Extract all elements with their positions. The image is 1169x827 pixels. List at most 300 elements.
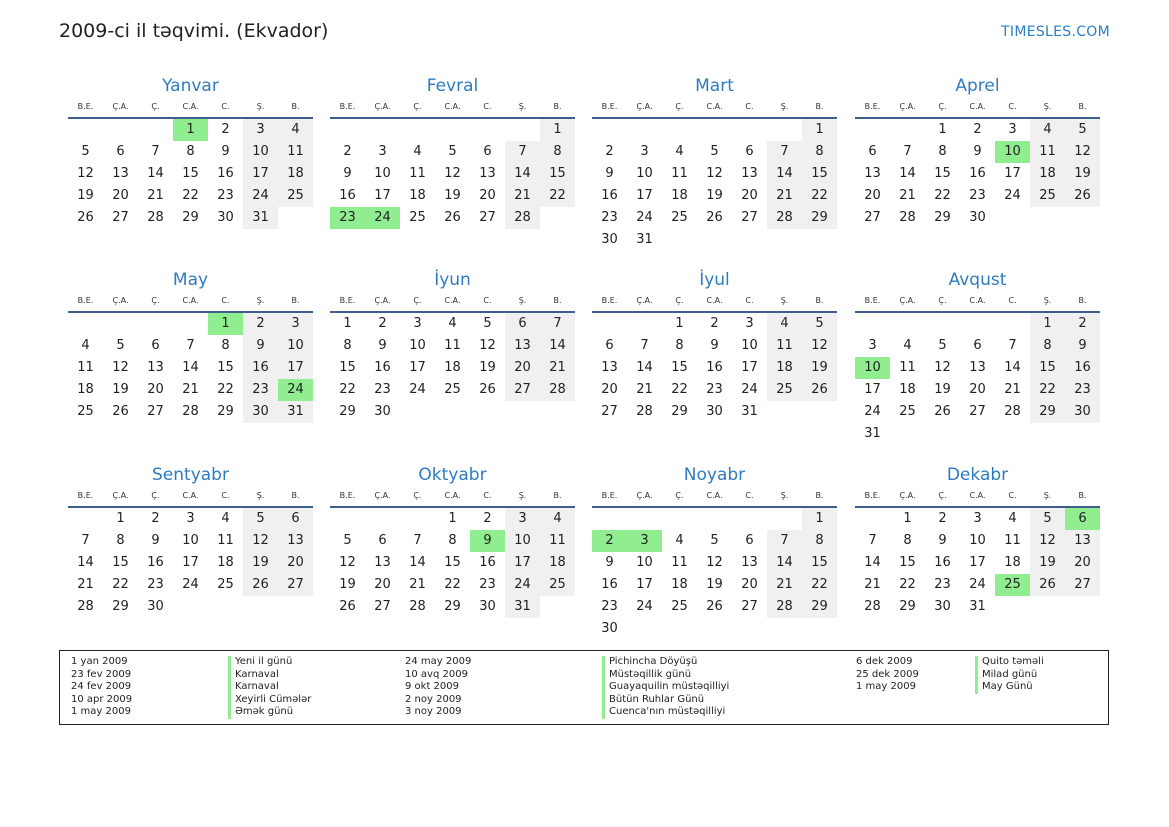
- day-cell: 5: [243, 508, 278, 530]
- day-cell: 15: [1030, 357, 1065, 379]
- weekday-label: Ç.A.: [899, 102, 916, 111]
- day-cell: 11: [77, 360, 94, 375]
- day-cell: 18: [671, 577, 688, 592]
- day-cell: 12: [339, 555, 356, 570]
- day-cell: 14: [767, 163, 802, 185]
- weekday-label: B.E.: [339, 491, 356, 500]
- day-cell: 7: [767, 530, 802, 552]
- day-cell: 24: [636, 599, 653, 614]
- day-cell: 9: [378, 338, 387, 353]
- day-cell: 20: [278, 552, 313, 574]
- day-cell: 22: [112, 577, 129, 592]
- day-cell: 25: [444, 382, 461, 397]
- day-cell: 5: [448, 144, 457, 159]
- day-cell: 29: [182, 210, 199, 225]
- day-cell: 20: [741, 188, 758, 203]
- weekday-label: Ç.: [675, 296, 684, 305]
- month-name: İyul: [699, 270, 730, 290]
- weekday-label: C.: [745, 296, 754, 305]
- weekday-label: B.: [1078, 491, 1087, 500]
- day-cell: 5: [81, 144, 90, 159]
- weekday-label: Ş.: [780, 491, 789, 500]
- day-cell: 21: [77, 577, 94, 592]
- empty-cell: [802, 229, 837, 251]
- day-cell: 12: [802, 335, 837, 357]
- day-cell: 12: [444, 166, 461, 181]
- day-cell: 27: [112, 210, 129, 225]
- day-cell: 6: [151, 338, 160, 353]
- day-cell: 9: [710, 338, 719, 353]
- empty-cell: [662, 508, 697, 530]
- day-cell: 20: [969, 382, 986, 397]
- weekday-label: C.A.: [706, 102, 723, 111]
- day-cell: 25: [1030, 185, 1065, 207]
- day-cell: 30: [374, 404, 391, 419]
- holiday-date: 23 fev 2009: [71, 668, 132, 680]
- day-cell: 28: [540, 379, 575, 401]
- weekday-label: B.E.: [77, 491, 94, 500]
- day-cell: 7: [767, 141, 802, 163]
- day-cell: 2: [243, 313, 278, 335]
- day-cell: 30: [706, 404, 723, 419]
- weekday-label: Ç.: [413, 491, 422, 500]
- day-cell: 6: [483, 144, 492, 159]
- day-cell: 27: [505, 379, 540, 401]
- weekday-label: C.A.: [444, 296, 461, 305]
- day-cell: 15: [217, 360, 234, 375]
- empty-cell: [732, 508, 767, 530]
- day-cell: 21: [182, 382, 199, 397]
- empty-cell: [697, 508, 732, 530]
- day-cell: 9: [938, 533, 947, 548]
- day-cell: 8: [802, 141, 837, 163]
- day-cell: 12: [706, 555, 723, 570]
- weekday-label: Ç.: [675, 102, 684, 111]
- weekday-label: Ş.: [780, 296, 789, 305]
- empty-cell: [330, 508, 365, 530]
- empty-cell: [767, 508, 802, 530]
- day-cell: 18: [767, 357, 802, 379]
- weekday-label: B.: [1078, 102, 1087, 111]
- weekday-label: C.A.: [444, 102, 461, 111]
- weekday-label: B.: [815, 491, 824, 500]
- day-cell: 20: [601, 382, 618, 397]
- day-cell: 12: [479, 338, 496, 353]
- day-cell: 21: [147, 188, 164, 203]
- weekday-header: [855, 292, 1100, 310]
- day-cell: 2: [343, 144, 352, 159]
- holiday-name: Pichincha Döyüşü: [602, 656, 729, 669]
- day-grid: [592, 313, 837, 423]
- day-cell: 20: [479, 188, 496, 203]
- weekday-label: Ş.: [518, 296, 527, 305]
- day-cell: 18: [278, 163, 313, 185]
- day-cell: 1: [343, 316, 352, 331]
- day-cell: 12: [112, 360, 129, 375]
- day-cell: 27: [601, 404, 618, 419]
- holiday-date: 6 dek 2009: [856, 656, 913, 667]
- day-cell: 1: [938, 122, 947, 137]
- weekday-label: C.: [221, 102, 230, 111]
- day-cell: 8: [343, 338, 352, 353]
- day-cell: 12: [243, 530, 278, 552]
- weekday-header: [68, 292, 313, 310]
- page-title: 2009-ci il təqvimi. (Ekvador): [59, 20, 329, 42]
- day-cell: 1: [540, 119, 575, 141]
- day-cell: 5: [710, 533, 719, 548]
- weekday-label: C.A.: [969, 491, 986, 500]
- holiday-name: May Günü: [975, 681, 1044, 694]
- day-cell: 19: [444, 188, 461, 203]
- day-cell: 2: [151, 511, 160, 526]
- day-cell: 17: [969, 555, 986, 570]
- day-cell: 25: [671, 210, 688, 225]
- empty-cell: [68, 313, 103, 335]
- empty-cell: [470, 401, 505, 423]
- day-cell: 30: [147, 599, 164, 614]
- day-cell: 4: [675, 533, 684, 548]
- weekday-label: B.E.: [601, 491, 618, 500]
- weekday-label: B.E.: [864, 296, 881, 305]
- empty-cell: [540, 596, 575, 618]
- empty-cell: [68, 119, 103, 141]
- day-cell: 10: [741, 338, 758, 353]
- day-cell: 28: [767, 207, 802, 229]
- empty-cell: [767, 119, 802, 141]
- weekday-label: Ç.: [151, 491, 160, 500]
- day-cell: 25: [671, 599, 688, 614]
- weekday-label: C.A.: [706, 296, 723, 305]
- legend-dates: [856, 656, 919, 694]
- weekday-label: B.: [291, 491, 300, 500]
- empty-cell: [103, 119, 138, 141]
- day-cell: 13: [969, 360, 986, 375]
- month-sentyabr: [68, 463, 313, 618]
- day-cell: 2: [605, 144, 614, 159]
- day-cell: 8: [186, 144, 195, 159]
- day-cell: 26: [1030, 574, 1065, 596]
- day-cell: 31: [636, 232, 653, 247]
- day-cell: 8: [221, 338, 230, 353]
- day-cell: 2: [378, 316, 387, 331]
- day-cell: 5: [343, 533, 352, 548]
- weekday-label: Ç.: [413, 296, 422, 305]
- weekday-label: Ş.: [780, 102, 789, 111]
- day-cell: 30: [479, 599, 496, 614]
- legend-dates: [71, 656, 132, 719]
- day-cell: 6: [745, 144, 754, 159]
- weekday-label: C.A.: [182, 296, 199, 305]
- day-cell: 14: [77, 555, 94, 570]
- day-cell: 29: [934, 210, 951, 225]
- day-cell: 21: [1004, 382, 1021, 397]
- day-cell: 8: [802, 530, 837, 552]
- empty-cell: [697, 618, 732, 640]
- weekday-label: C.: [221, 296, 230, 305]
- day-cell: 31: [243, 207, 278, 229]
- day-cell: 7: [81, 533, 90, 548]
- day-cell: 16: [374, 360, 391, 375]
- day-cell: 1: [448, 511, 457, 526]
- day-cell: 16: [601, 577, 618, 592]
- day-cell: 31: [505, 596, 540, 618]
- holiday-date: 1 may 2009: [856, 681, 916, 693]
- day-cell: 17: [278, 357, 313, 379]
- day-cell: 1: [802, 119, 837, 141]
- legend-names: [602, 656, 729, 719]
- empty-cell: [243, 596, 278, 618]
- day-cell: 18: [899, 382, 916, 397]
- day-cell: 2: [973, 122, 982, 137]
- day-cell: 1: [675, 316, 684, 331]
- holiday-name: Xeyirli Cümələr: [228, 694, 311, 707]
- holiday-name: Guayaquilin müstəqilliyi: [602, 681, 729, 694]
- day-cell: 30: [934, 599, 951, 614]
- weekday-label: Ç.A.: [899, 296, 916, 305]
- day-grid: [855, 508, 1100, 618]
- day-cell: 11: [409, 166, 426, 181]
- day-cell: 21: [540, 357, 575, 379]
- month-name: May: [172, 270, 209, 290]
- day-cell: 17: [1004, 166, 1021, 181]
- day-cell: 30: [243, 401, 278, 423]
- day-cell: 27: [1065, 574, 1100, 596]
- day-cell: 16: [479, 555, 496, 570]
- day-cell: 4: [81, 338, 90, 353]
- empty-cell: [890, 119, 925, 141]
- day-cell: 13: [1065, 530, 1100, 552]
- day-cell: 27: [374, 599, 391, 614]
- holiday-day-cell: 9: [470, 530, 505, 552]
- day-cell: 28: [864, 599, 881, 614]
- day-grid: [592, 508, 837, 640]
- weekday-label: B.E.: [864, 491, 881, 500]
- holiday-name: Əmək günü: [228, 706, 311, 719]
- month-name: Yanvar: [162, 76, 219, 96]
- day-cell: 18: [77, 382, 94, 397]
- empty-cell: [732, 618, 767, 640]
- empty-cell: [802, 401, 837, 423]
- holiday-name: Milad günü: [975, 669, 1044, 682]
- day-cell: 6: [868, 144, 877, 159]
- day-cell: 2: [221, 122, 230, 137]
- weekday-header: [330, 292, 575, 310]
- empty-cell: [697, 119, 732, 141]
- day-cell: 26: [339, 599, 356, 614]
- day-cell: 12: [706, 166, 723, 181]
- day-cell: 14: [636, 360, 653, 375]
- day-cell: 24: [969, 577, 986, 592]
- day-cell: 11: [671, 555, 688, 570]
- day-cell: 9: [343, 166, 352, 181]
- day-grid: [330, 119, 575, 229]
- day-cell: 17: [636, 577, 653, 592]
- legend-names: [975, 656, 1044, 694]
- weekday-label: B.E.: [77, 102, 94, 111]
- empty-cell: [1030, 423, 1065, 445]
- day-cell: 28: [636, 404, 653, 419]
- weekday-label: Ç.: [413, 102, 422, 111]
- day-cell: 24: [505, 574, 540, 596]
- day-cell: 4: [540, 508, 575, 530]
- day-cell: 24: [864, 404, 881, 419]
- month-name: Oktyabr: [418, 465, 487, 485]
- day-cell: 15: [339, 360, 356, 375]
- day-cell: 11: [278, 141, 313, 163]
- day-cell: 13: [479, 166, 496, 181]
- empty-cell: [925, 313, 960, 335]
- day-cell: 18: [217, 555, 234, 570]
- month-i̇yul: [592, 268, 837, 423]
- day-cell: 19: [802, 357, 837, 379]
- empty-cell: [278, 207, 313, 229]
- weekday-label: C.A.: [182, 102, 199, 111]
- day-cell: 28: [899, 210, 916, 225]
- weekday-label: C.: [1008, 491, 1017, 500]
- weekday-label: Ş.: [1043, 102, 1052, 111]
- day-cell: 18: [671, 188, 688, 203]
- day-cell: 12: [77, 166, 94, 181]
- weekday-label: B.E.: [339, 102, 356, 111]
- empty-cell: [505, 401, 540, 423]
- day-cell: 15: [802, 552, 837, 574]
- day-cell: 11: [1030, 141, 1065, 163]
- weekday-label: B.: [815, 296, 824, 305]
- day-grid: [592, 119, 837, 251]
- day-cell: 22: [444, 577, 461, 592]
- day-cell: 9: [605, 555, 614, 570]
- day-cell: 20: [147, 382, 164, 397]
- weekday-label: C.A.: [182, 491, 199, 500]
- day-cell: 30: [969, 210, 986, 225]
- day-cell: 5: [1030, 508, 1065, 530]
- day-cell: 16: [339, 188, 356, 203]
- day-cell: 13: [112, 166, 129, 181]
- empty-cell: [505, 119, 540, 141]
- day-cell: 20: [1065, 552, 1100, 574]
- empty-cell: [732, 119, 767, 141]
- holiday-name: Bütün Ruhlar Günü: [602, 694, 729, 707]
- day-cell: 11: [767, 335, 802, 357]
- day-cell: 11: [540, 530, 575, 552]
- weekday-label: B.: [291, 102, 300, 111]
- day-cell: 21: [864, 577, 881, 592]
- day-cell: 4: [767, 313, 802, 335]
- weekday-label: Ç.A.: [112, 491, 129, 500]
- day-cell: 14: [147, 166, 164, 181]
- empty-cell: [995, 313, 1030, 335]
- day-cell: 20: [864, 188, 881, 203]
- empty-cell: [697, 229, 732, 251]
- day-cell: 8: [675, 338, 684, 353]
- day-cell: 11: [899, 360, 916, 375]
- day-cell: 7: [640, 338, 649, 353]
- day-cell: 30: [217, 210, 234, 225]
- day-cell: 18: [1030, 163, 1065, 185]
- empty-cell: [278, 596, 313, 618]
- day-cell: 21: [899, 188, 916, 203]
- day-cell: 28: [409, 599, 426, 614]
- weekday-label: Ç.A.: [374, 102, 391, 111]
- day-cell: 4: [278, 119, 313, 141]
- day-grid: [855, 119, 1100, 229]
- day-cell: 18: [540, 552, 575, 574]
- holiday-day-cell: 6: [1065, 508, 1100, 530]
- day-cell: 10: [374, 166, 391, 181]
- day-cell: 22: [217, 382, 234, 397]
- day-cell: 20: [374, 577, 391, 592]
- day-cell: 20: [505, 357, 540, 379]
- weekday-label: Ç.: [938, 296, 947, 305]
- day-cell: 17: [505, 552, 540, 574]
- day-cell: 31: [741, 404, 758, 419]
- day-cell: 3: [505, 508, 540, 530]
- day-cell: 6: [378, 533, 387, 548]
- day-cell: 12: [934, 360, 951, 375]
- weekday-label: Ç.A.: [899, 491, 916, 500]
- day-cell: 4: [221, 511, 230, 526]
- site-link[interactable]: TIMESLES.COM: [1001, 24, 1110, 40]
- day-cell: 29: [112, 599, 129, 614]
- weekday-label: C.A.: [969, 296, 986, 305]
- day-cell: 20: [112, 188, 129, 203]
- empty-cell: [960, 313, 995, 335]
- day-cell: 19: [479, 360, 496, 375]
- empty-cell: [855, 313, 890, 335]
- day-cell: 8: [903, 533, 912, 548]
- day-cell: 23: [217, 188, 234, 203]
- day-cell: 19: [339, 577, 356, 592]
- holiday-date: 10 apr 2009: [71, 693, 133, 705]
- day-cell: 18: [444, 360, 461, 375]
- weekday-label: Ş.: [256, 102, 265, 111]
- day-cell: 14: [182, 360, 199, 375]
- day-cell: 14: [1004, 360, 1021, 375]
- empty-cell: [365, 508, 400, 530]
- day-cell: 23: [147, 577, 164, 592]
- holiday-day-cell: 1: [208, 313, 243, 335]
- day-cell: 22: [1030, 379, 1065, 401]
- day-cell: 3: [243, 119, 278, 141]
- empty-cell: [435, 119, 470, 141]
- month-name: Dekabr: [946, 465, 1009, 485]
- day-cell: 29: [671, 404, 688, 419]
- day-cell: 1: [116, 511, 125, 526]
- weekday-label: B.: [553, 102, 562, 111]
- day-cell: 29: [217, 404, 234, 419]
- day-cell: 26: [77, 210, 94, 225]
- day-cell: 8: [1030, 335, 1065, 357]
- day-cell: 15: [671, 360, 688, 375]
- day-cell: 29: [899, 599, 916, 614]
- weekday-label: Ş.: [518, 491, 527, 500]
- day-cell: 26: [112, 404, 129, 419]
- day-cell: 29: [1030, 401, 1065, 423]
- day-cell: 6: [278, 508, 313, 530]
- holiday-day-cell: 10: [855, 357, 890, 379]
- weekday-label: Ş.: [256, 296, 265, 305]
- empty-cell: [435, 401, 470, 423]
- day-cell: 7: [413, 533, 422, 548]
- day-cell: 17: [864, 382, 881, 397]
- empty-cell: [627, 508, 662, 530]
- holiday-day-cell: 10: [995, 141, 1030, 163]
- month-yanvar: [68, 74, 313, 229]
- day-cell: 13: [864, 166, 881, 181]
- day-cell: 3: [640, 144, 649, 159]
- day-cell: 16: [706, 360, 723, 375]
- day-cell: 30: [601, 621, 618, 636]
